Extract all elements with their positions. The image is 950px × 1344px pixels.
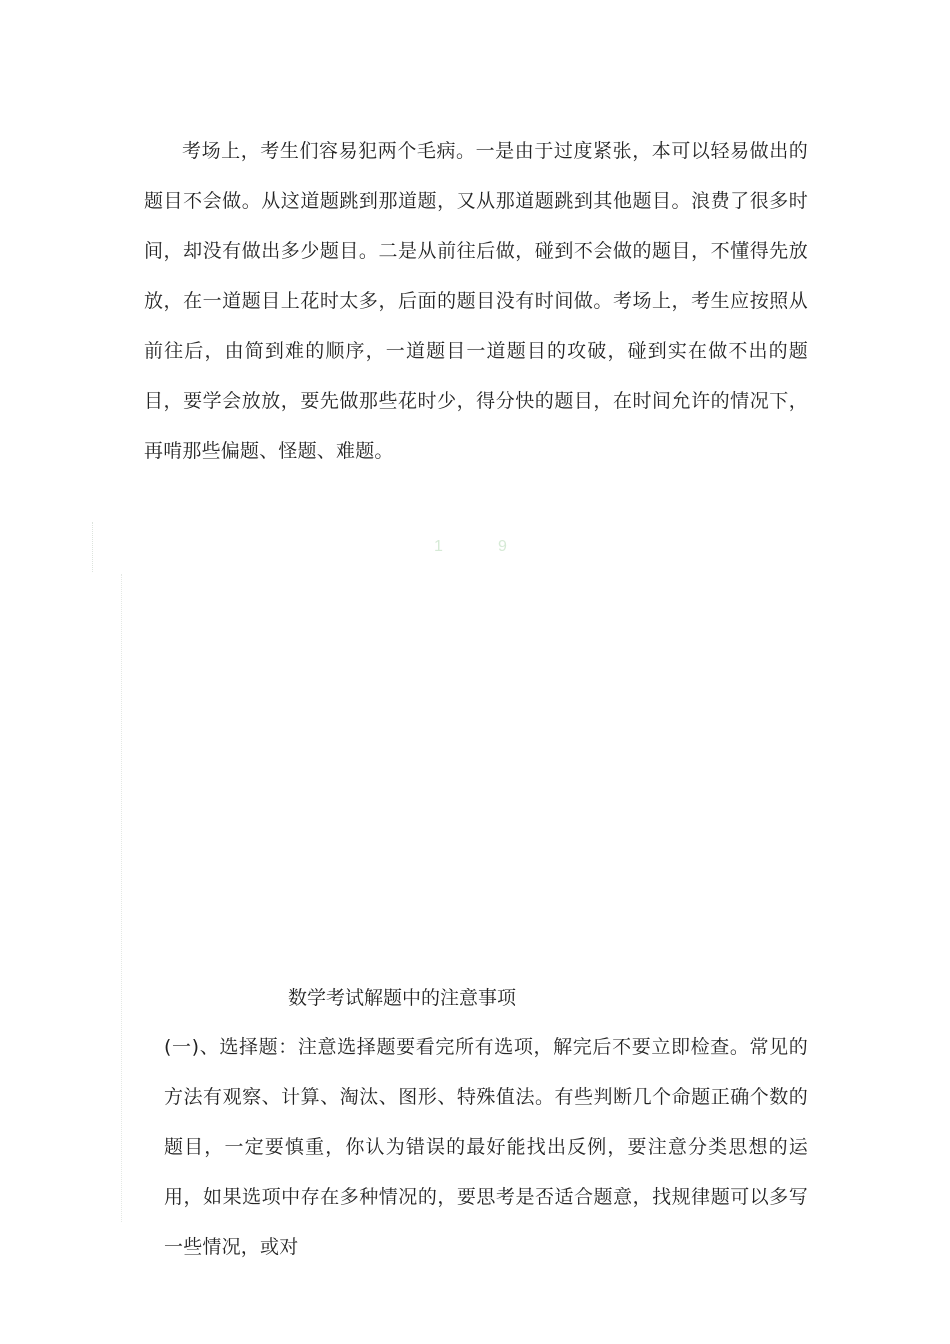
exam-tips-paragraph: 考场上，考生们容易犯两个毛病。一是由于过度紧张，本可以轻易做出的题目不会做。从这道题跳到那道题，又从那道题跳到其他题目。浪费了很多时间，却没有做出多少题目。二是从前往后做，碰到不会做的题目，不懂得先放放，在一道题目上花时太多，后面的题目没有时间做。考场上，考生应按照从前往后，由简到难的顺序，一道题目一道题目的攻破，碰到实在做不出的题目，要学会放放，要先做那些花时少，得分快的题目，在时间允许的情况下，再啃那些偏题、怪题、难题。 [144, 140, 808, 462]
section-title: 数学考试解题中的注意事项 [288, 987, 517, 1009]
page-margin-line [121, 574, 123, 1222]
choice-question-paragraph: (一)、选择题：注意选择题要看完所有选项，解完后不要立即检查。常见的方法有观察、计算、淘汰、图形、特殊值法。有些判断几个命题正确个数的题目，一定要慎重，你认为错误的最好能找出反例，要注意分类思想的运用，如果选项中存在多种情况的，要思考是否适合题意，找规律题可以多写一些情况，或对 [164, 1036, 808, 1258]
page-number-digit: 9 [498, 538, 507, 555]
page-separator-line [92, 522, 94, 572]
page-number-digit: 1 [434, 538, 443, 555]
